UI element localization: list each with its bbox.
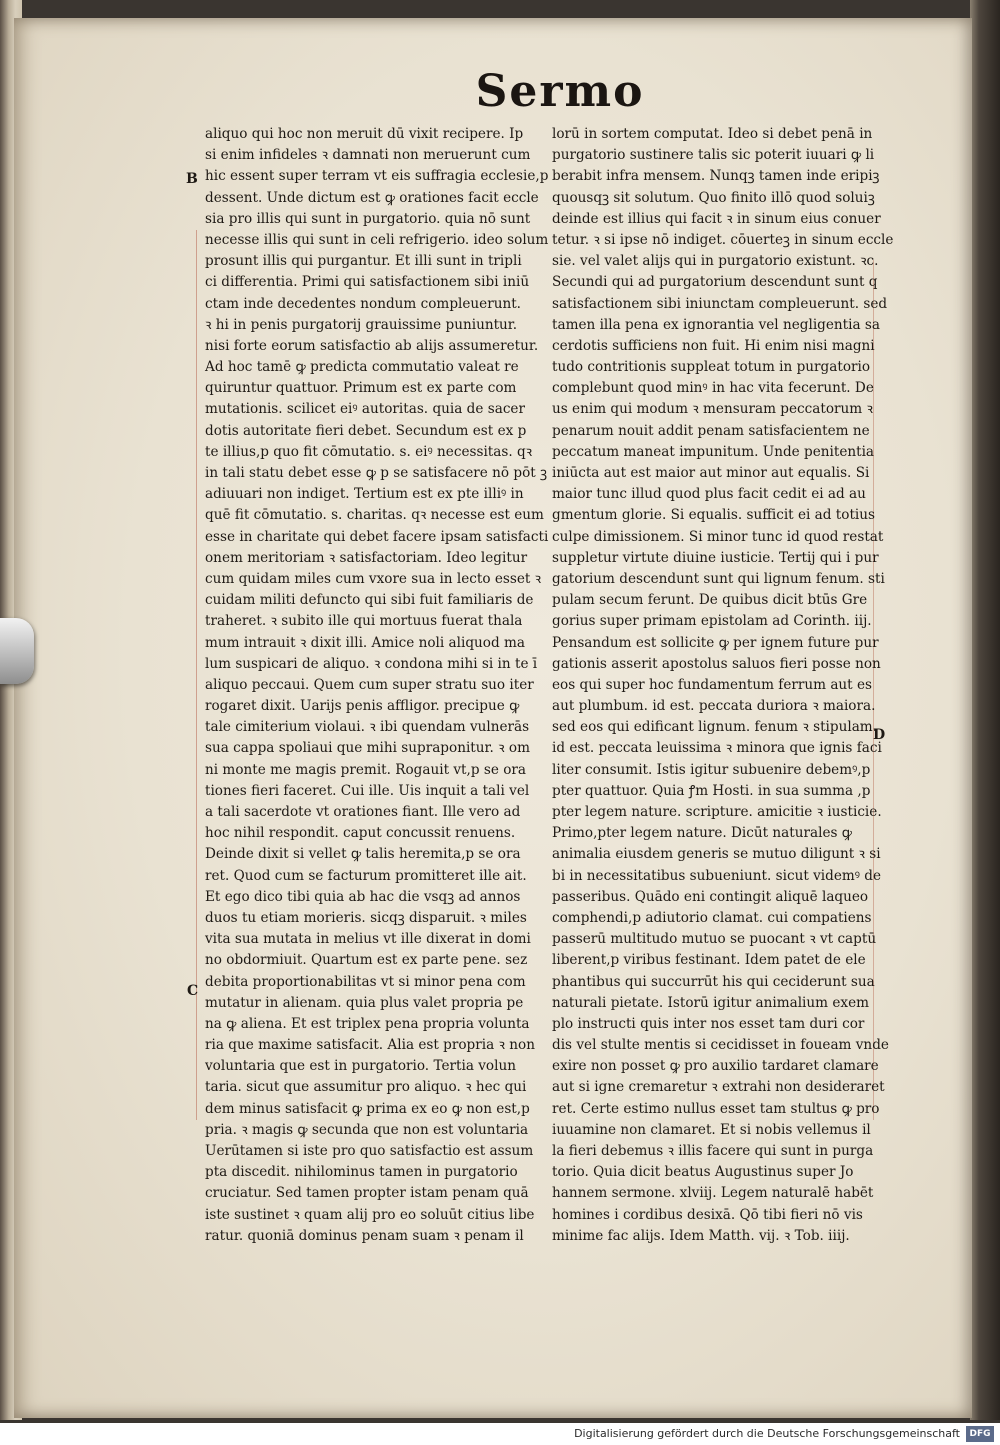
text-line: sua cappa spoliaui que mihi supraponitur. ꝛ om <box>205 740 530 757</box>
text-line: homines i cordibus desixā. Qō tibi fieri nō vis <box>552 1206 863 1223</box>
text-line: phantibus qui succurrūt his qui ceciderunt sua <box>552 973 875 990</box>
text-line: complebunt quod minꝰ in hac vita fecerunt. De <box>552 380 874 397</box>
text-line: dis vel stulte mentis si cecidisset in foueam vnde <box>552 1037 889 1054</box>
text-line: cerdotis sufficiens non fuit. Hi enim nisi magni <box>552 337 875 354</box>
text-line: ꝛ hi in penis purgatorij grauissime puniuntur. <box>205 316 518 333</box>
margin-letter-c: C <box>187 983 199 999</box>
text-line: penarum nouit addit penam satisfacientem ne <box>552 422 870 439</box>
text-line: passerū multitudo mutuo se puocant ꝛ vt captū <box>552 931 877 948</box>
text-line: naturali pietate. Istorū igitur animalium exem <box>552 994 870 1011</box>
text-line: sie. vel valet alijs qui in purgatorio existunt. ꝛc. <box>552 253 879 270</box>
text-line: Ad hoc tamē ꝙ predicta commutatio valeat re <box>205 359 519 376</box>
page-clip <box>0 618 34 684</box>
text-line: rogaret dixit. Uarijs penis affligor. precipue ꝙ <box>205 698 520 715</box>
text-line: Pensandum est sollicite ꝙ per ignem future pur <box>552 634 879 651</box>
text-line: gorius super primam epistolam ad Corinth. iij. <box>552 613 872 630</box>
text-line: a tali sacerdote vt orationes fiant. Ille vero ad <box>205 804 521 820</box>
text-line: aliquo qui hoc non meruit dū vixit recipere. Ip <box>205 126 524 142</box>
text-line: minime fac alijs. Idem Matth. vij. ꝛ Tob. iiij. <box>552 1227 850 1244</box>
footer-bar <box>0 1423 1000 1445</box>
text-line: Deinde dixit si vellet ꝙ talis heremita,p se ora <box>205 846 521 863</box>
text-line: no obdormiuit. Quartum est ex parte pene. sez <box>205 952 528 969</box>
text-line: tiones fieri faceret. Cui ille. Uis inquit a tali vel <box>205 782 530 799</box>
text-line: gmentum glorie. Si equalis. sufficit ei ad totius <box>552 507 875 524</box>
text-line: liberent,p viribus festinant. Idem patet de ele <box>552 952 866 969</box>
text-line: Secundi qui ad purgatorium descendunt sunt q <box>552 274 878 291</box>
text-line: culpe dimissionem. Si minor tunc id quod restat <box>552 528 884 545</box>
text-line: in tali statu debet esse ꝙ p se satisfacere nō pōt ꝫ <box>205 465 548 481</box>
text-line: voluntaria que est in purgatorio. Tertia volun <box>205 1058 516 1075</box>
text-line: duos tu etiam morieris. sicqꝫ disparuit. ꝛ miles <box>205 909 527 926</box>
text-line: quiruntur quattuor. Primum est ex parte com <box>205 380 517 397</box>
text-line: suppletur virtute diuine iusticie. Tertij qui i pur <box>552 549 879 566</box>
text-line: adiuuari non indiget. Tertium est ex pte illiꝰ in <box>205 486 524 503</box>
text-line: cuidam militi defuncto qui sibi fuit familiaris de <box>205 592 534 609</box>
text-line: gationis asserit apostolus saluos fieri posse non <box>552 655 881 672</box>
text-line: aut plumbum. id est. peccata duriora ꝛ maiora. <box>552 698 876 715</box>
text-line: vita sua mutata in melius vt ille dixerat in domi <box>205 931 531 948</box>
text-line: Primo,pter legem nature. Dicūt naturales ꝙ <box>552 825 853 842</box>
text-line: iuuamine non clamaret. Et si nobis vellemus il <box>552 1121 871 1138</box>
dfg-logo: DFG <box>966 1426 994 1442</box>
text-line: prosunt illis qui purgantur. Et illi sunt in tripli <box>205 253 522 270</box>
text-line: exire non posset ꝙ pro auxilio tardaret clamare <box>552 1058 879 1075</box>
text-line: onem meritoriam ꝛ satisfactoriam. Ideo legitur <box>205 549 528 566</box>
text-line: dotis autoritate fieri debet. Secundum est ex p <box>205 422 527 439</box>
text-line: debita proportionabilitas vt si minor pena com <box>205 973 526 990</box>
text-line: torio. Quia dicit beatus Augustinus super Jo <box>552 1164 854 1181</box>
text-line: satisfactionem sibi iniunctam compleuerunt. sed <box>552 295 888 312</box>
text-line: quē fit cōmutatio. s. charitas. qꝛ necesse est eum <box>205 507 544 524</box>
text-line: tetur. ꝛ si ipse nō indiget. cōuerteꝫ in sinum eccle <box>552 231 894 248</box>
text-line: mutatur in alienam. quia plus valet propria pe <box>205 994 524 1011</box>
text-line: si enim infideles ꝛ damnati non meruerunt cum <box>205 147 531 164</box>
text-line: purgatorio sustinere talis sic poterit iuuari ꝙ li <box>552 147 875 164</box>
text-line: lorū in sortem computat. Ideo si debet penā in <box>552 126 873 142</box>
text-line: tale cimiterium violaui. ꝛ ibi quendam vulnerās <box>205 719 530 736</box>
right-text-column <box>552 124 894 1247</box>
text-line: mutationis. scilicet eiꝰ autoritas. quia de sacer <box>205 401 525 418</box>
margin-letter-d: D <box>873 727 886 743</box>
text-line: berabit infra mensem. Nunqꝫ tamen inde eripiꝫ <box>552 168 880 185</box>
text-line: nisi forte eorum satisfactio ab alijs assumeretur. <box>205 337 539 354</box>
left-text-column <box>205 124 549 1247</box>
text-line: esse in charitate qui debet facere ipsam satisfacti <box>205 528 549 545</box>
text-line: cruciatur. Sed tamen propter istam penam quā <box>205 1185 529 1202</box>
text-line: gatorium descendunt sunt qui lignum fenum. sti <box>552 570 885 587</box>
text-line: tamen illa pena ex ignorantia vel negligentia sa <box>552 316 880 333</box>
text-line: ni monte me magis premit. Rogauit vt,p se ora <box>205 761 526 778</box>
text-line: necesse illis qui sunt in celi refrigerio. ideo solum <box>205 231 549 248</box>
text-line: cum quidam miles cum vxore sua in lecto esset ꝛ <box>205 570 542 587</box>
text-line: tudo contritionis suppleat totum in purgatorio <box>552 359 871 376</box>
text-line: sed eos qui edificant lignum. fenum ꝛ stipulam. <box>552 719 878 736</box>
text-line: pria. ꝛ magis ꝙ secunda que non est voluntaria <box>205 1121 529 1138</box>
text-line: Et ego dico tibi quia ab hac die vsqꝫ ad annos <box>205 888 521 905</box>
text-line: te illius,p quo fit cōmutatio. s. eiꝰ necessitas. qꝛ <box>205 443 533 460</box>
text-line: la fieri debemus ꝛ illis facere qui sunt in purga <box>552 1143 874 1159</box>
text-line: iniūcta aut est maior aut minor aut equalis. Si <box>552 465 870 481</box>
text-line: ctam inde decedentes nondum compleuerunt. <box>205 295 522 312</box>
text-line: animalia eiusdem generis se mutuo diligunt ꝛ si <box>552 846 881 863</box>
text-line: lum suspicari de aliquo. ꝛ condona mihi si in te ī <box>205 655 538 672</box>
text-line: ret. Certe estimo nullus esset tam stultus ꝙ pro <box>552 1100 880 1117</box>
margin-letter-b: B <box>186 171 198 187</box>
footer-credit: Digitalisierung gefördert durch die Deutsche Forschungsgemeinschaft <box>574 1427 960 1440</box>
text-line: aliquo peccaui. Quem cum super stratu suo iter <box>205 676 534 693</box>
page-header: Sermo <box>475 66 645 117</box>
text-line: hoc nihil respondit. caput concussit renuens. <box>205 825 516 842</box>
text-line: deinde est illius qui facit ꝛ in sinum eius conuer <box>552 210 881 227</box>
text-line: ci differentia. Primi qui satisfactionem sibi iniū <box>205 274 530 291</box>
text-line: liter consumit. Istis igitur subuenire debemꝰ,p <box>552 761 871 778</box>
text-line: pulam secum ferunt. De quibus dicit btūs Gre <box>552 592 868 609</box>
text-line: taria. sicut que assumitur pro aliquo. ꝛ hec qui <box>205 1079 527 1096</box>
text-line: passeribus. Quādo eni contingit aliquē laqueo <box>552 888 869 905</box>
text-line: bi in necessitatibus subueniunt. sicut videmꝰ de <box>552 867 882 884</box>
text-line: iste sustinet ꝛ quam alij pro eo soluūt citius libe <box>205 1206 535 1223</box>
text-line: na ꝙ aliena. Et est triplex pena propria volunta <box>205 1015 530 1032</box>
book-edge-right <box>970 0 1000 1420</box>
text-line: sia pro illis qui sunt in purgatorio. quia nō sunt <box>205 210 531 227</box>
text-line: ratur. quoniā dominus penam suam ꝛ penam il <box>205 1227 524 1244</box>
text-line: ria que maxime satisfacit. Alia est propria ꝛ non <box>205 1037 535 1054</box>
text-line: hannem sermone. xlviij. Legem naturalē habēt <box>552 1185 874 1202</box>
text-line: pta discedit. nihilominus tamen in purgatorio <box>205 1164 518 1181</box>
text-line: maior tunc illud quod plus facit cedit ei ad au <box>552 486 866 503</box>
text-line: pter quattuor. Quia ꝭm Hosti. in sua summa ,p <box>552 782 871 799</box>
text-line: Uerūtamen si iste pro quo satisfactio est assum <box>205 1143 534 1159</box>
text-line: peccatum maneat impunitum. Unde penitentia <box>552 443 875 460</box>
text-line: pter legem nature. scripture. amicitie ꝛ iusticie. <box>552 804 882 820</box>
text-line: dem minus satisfacit ꝙ prima ex eo ꝙ non est,p <box>205 1100 530 1117</box>
text-line: mum intrauit ꝛ dixit illi. Amice noli aliquod ma <box>205 634 526 651</box>
text-line: eos qui super hoc fundamentum ferrum aut es <box>552 676 872 693</box>
text-line: comphendi,p adiutorio clamat. cui compatiens <box>552 909 872 926</box>
text-line: traheret. ꝛ subito ille qui mortuus fuerat thala <box>205 613 523 630</box>
text-line: us enim qui modum ꝛ mensuram peccatorum ꝛ <box>552 401 873 418</box>
text-line: quousqꝫ sit solutum. Quo finito illō quod soluiꝫ <box>552 189 875 206</box>
text-line: hic essent super terram vt eis suffragia ecclesie,p <box>205 168 549 185</box>
text-line: id est. peccata leuissima ꝛ minora que ignis faci <box>552 740 882 757</box>
text-line: plo instructi quis inter nos esset tam duri cor <box>552 1015 865 1032</box>
text-line: aut si igne cremaretur ꝛ extrahi non desideraret <box>552 1079 885 1096</box>
text-line: ret. Quod cum se facturum promitteret ille ait. <box>205 867 527 884</box>
text-line: dessent. Unde dictum est ꝙ orationes facit eccle <box>205 189 539 206</box>
